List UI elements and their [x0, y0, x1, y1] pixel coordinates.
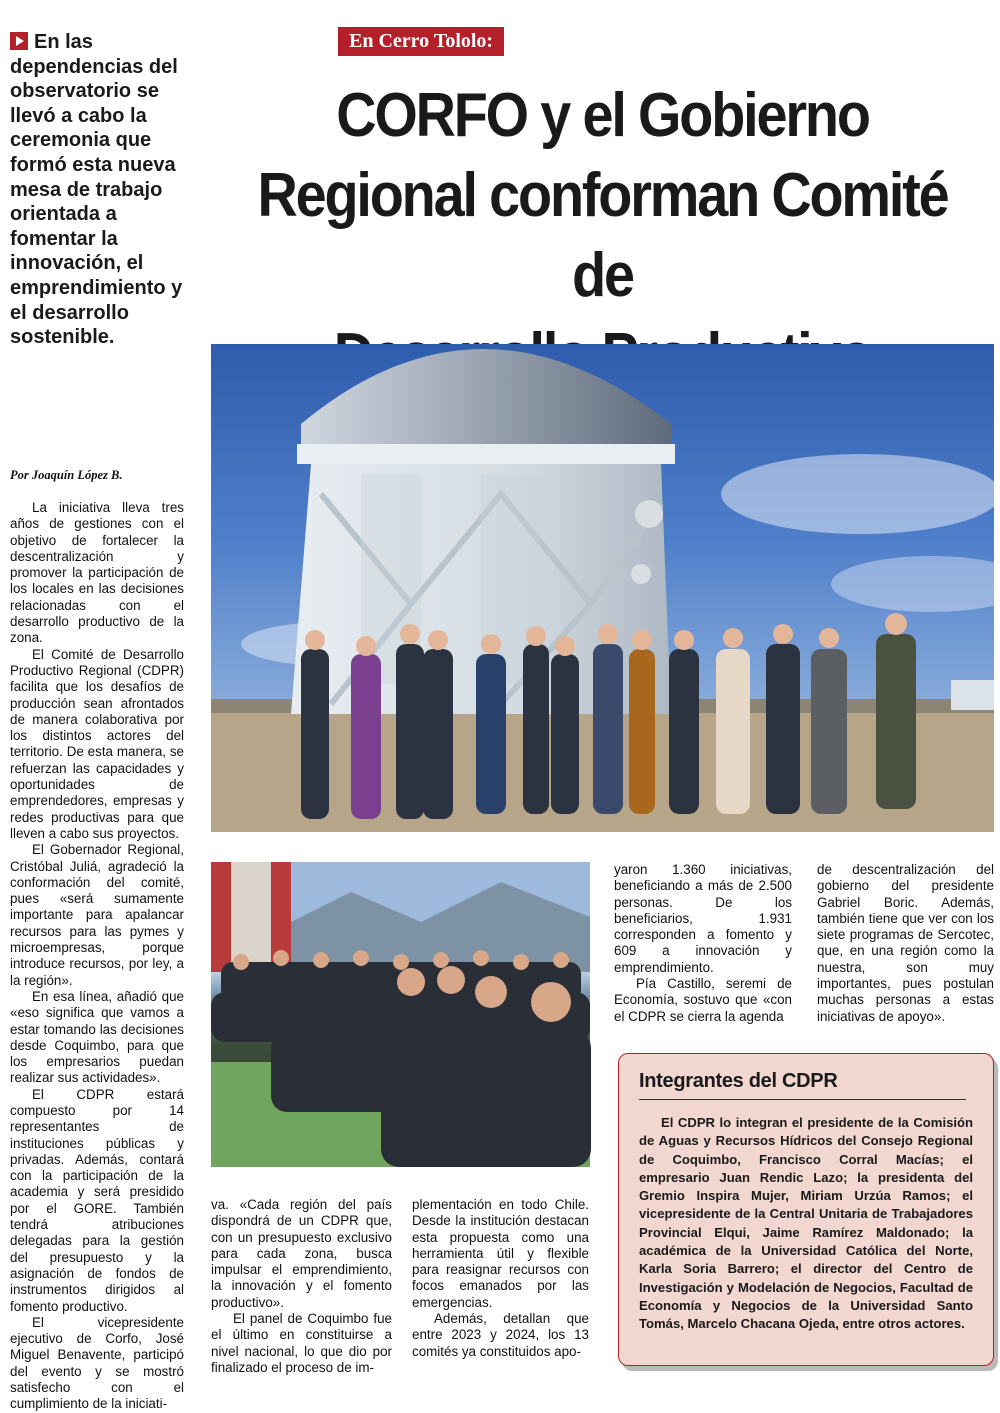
body-column-5	[817, 862, 994, 1025]
body-column-1	[10, 500, 184, 1413]
play-triangle-icon	[10, 32, 28, 50]
body-paragraph: Pía Castillo, seremi de Economía, sostuvo que «con el CDPR se cierra la agenda	[614, 976, 792, 1024]
audience-illustration	[211, 862, 590, 1167]
body-column-3	[412, 1197, 589, 1360]
headline-line: CORFO y el Gobierno	[336, 81, 869, 150]
audience-photo	[211, 862, 590, 1167]
sidebar-title: Integrantes del CDPR	[639, 1070, 966, 1100]
sidebar-box	[618, 1053, 994, 1366]
body-paragraph: La iniciativa lleva tres años de gestiones con el objetivo de fortalecer la descentralización y promover la participación de los locales en las decisiones relacionadas con el desarrollo productivo de la zona.	[10, 500, 184, 646]
body-paragraph: plementación en todo Chile. Desde la institución destacan esta propuesta como una herramienta útil y flexible para reasignar recursos con focos emanados por las emergencias.	[412, 1197, 589, 1310]
body-column-2	[211, 1197, 392, 1376]
body-column-4	[614, 862, 792, 1025]
body-paragraph: de descentralización del gobierno del presidente Gabriel Boric. Además, también tiene que ver con los siete programas de Sercotec, que, en una región como la nuestra, son muy importantes, pues postulan muchas personas a estas iniciativas de apoyo».	[817, 862, 994, 1024]
body-paragraph: yaron 1.360 iniciativas, beneficiando a más de 2.500 personas. De los beneficiarios, 1.931 corresponden a fomento y 609 a innovación y emprendimiento.	[614, 862, 792, 975]
sidebar-text: El CDPR lo integran el presidente de la Comisión de Aguas y Recursos Hídricos del Consejo Regional de Coquimbo, Francisco Corral Macías; el empresario Juan Rendic Lazo; la presidenta del Gremio Inspira Mujer, Miriam Urzúa Ramos; el vicepresidente de la Central Unitaria de Trabajadores Provincial Elqui, Jaime Ramírez Maldonado; la académica de la Universidad Católica del Norte, Karla Soria Barrero; el director del Centro de Investigación y Modelación de Negocios, Facultad de Economía y Negocios de la Universidad Santo Tomás, Marcelo Chacana Ojeda, entre otros actores.	[639, 1115, 973, 1332]
body-paragraph: En esa línea, añadió que «eso significa que vamos a estar tomando las decisiones desde Coquimbo, para que los empresarios puedan realizar sus actividades».	[10, 988, 184, 1086]
body-paragraph: El Comité de Desarrollo Productivo Regional (CDPR) facilita que los desafíos de producción sean afrontados de manera colaborativa por los distintos actores del territorio. De esta manera, se refuerzan las capacidades y oportunidades de emprendedores, empresas y redes productivas para que lleven a cabo sus proyectos.	[10, 646, 184, 841]
kicker-label: En Cerro Tololo:	[338, 27, 504, 56]
observatory-illustration	[211, 344, 994, 832]
lead-paragraph	[10, 30, 194, 350]
body-paragraph: El vicepresidente ejecutivo de Corfo, José Miguel Benavente, participó del evento y se mostró satisfecho con el cumplimiento de la iniciati-	[10, 1314, 184, 1412]
byline: Por Joaquín López B.	[10, 468, 123, 482]
lead-text: En las dependencias del observatorio se llevó a cabo la ceremonia que formó esta nueva mesa de trabajo orientada a fomentar la innovación, el emprendimiento y el desarrollo sostenible.	[10, 31, 183, 349]
body-paragraph: El panel de Coquimbo fue el último en constituirse a nivel nacional, lo que dio por finalizado el proceso de im-	[211, 1311, 392, 1375]
body-paragraph: va. «Cada región del país dispondrá de un CDPR que, con un presupuesto exclusivo para cada zona, busca impulsar el emprendimiento, la innovación y el fomento productivo».	[211, 1197, 392, 1310]
observatory-group-photo	[211, 344, 994, 832]
headline-line: Regional conforman Comité de	[257, 161, 948, 310]
body-paragraph: El CDPR estará compuesto por 14 representantes de instituciones públicas y privadas. Además, contará con la participación de la academia y será presidido por el GORE. También tendrá atribuciones delegadas para la gestión del presupuesto y la asignación de fondos de instrumentos dirigidos al fomento productivo.	[10, 1086, 184, 1314]
body-paragraph: Además, detallan que entre 2023 y 2024, los 13 comités ya constituidos apo-	[412, 1311, 589, 1359]
body-paragraph: El Gobernador Regional, Cristóbal Juliá, agradeció la conformación del comité, pues «será sumamente importante para apalancar recursos para las pymes y microempresas, porque introduce recursos, por ley, a la región».	[10, 842, 184, 988]
